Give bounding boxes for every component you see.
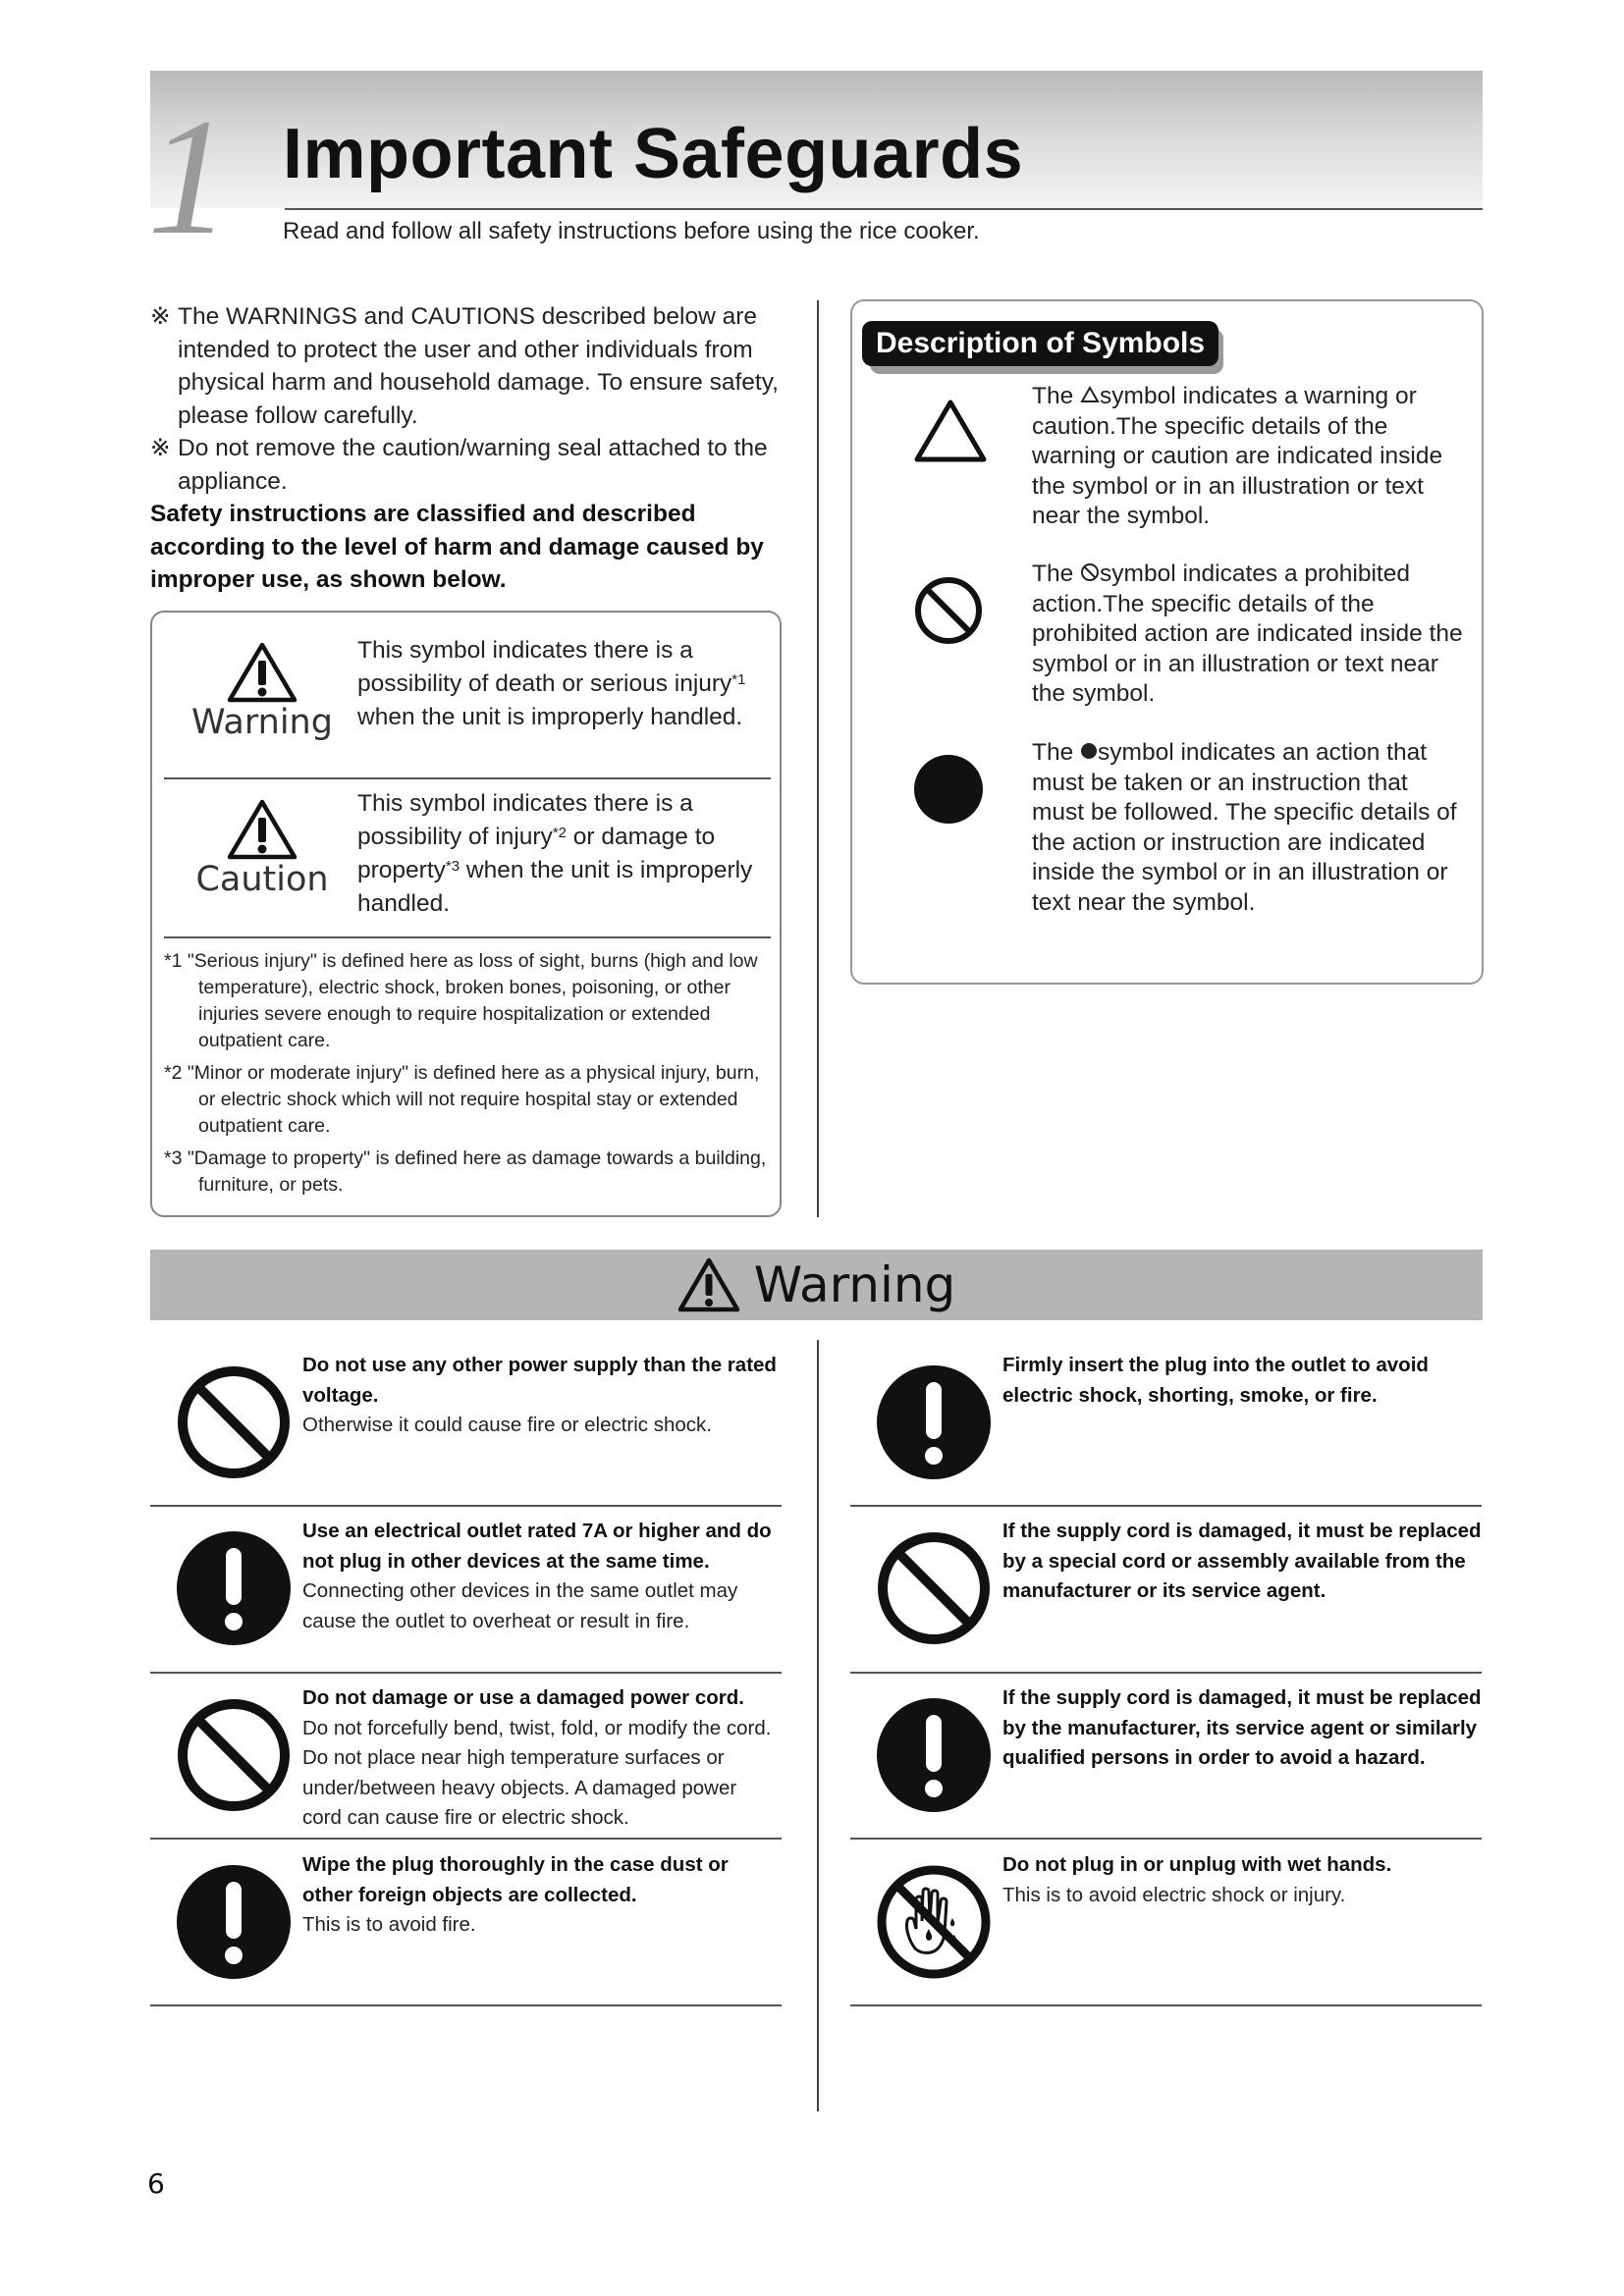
triangle-inline-icon [1080, 386, 1100, 403]
warning-item-detail: This is to avoid electric shock or injury. [1002, 1883, 1346, 1906]
triangle-icon [913, 398, 988, 464]
warning-item-detail: Otherwise it could cause fire or electric shock. [302, 1414, 712, 1436]
warning-level-row [164, 632, 771, 779]
symbol-text: The [1032, 561, 1081, 587]
footnote-2: *2 "Minor or moderate injury" is defined here as a physical injury, burn, or electric shock which will not require hospital stay or extended outpatient care. [164, 1062, 760, 1137]
warning-item-text [1002, 1351, 1484, 1411]
item-rule [850, 1505, 1482, 1507]
item-rule [150, 2004, 782, 2006]
filled-circle-inline-icon [1080, 742, 1098, 760]
item-rule [850, 1672, 1482, 1674]
warning-item-headline: Do not use any other power supply than the rated voltage. [302, 1354, 777, 1407]
level-separator [164, 777, 771, 779]
caution-level-symbol [164, 799, 360, 899]
footnote-3: *3 "Damage to property" is defined here as damage towards a building, furniture, or pets. [164, 1148, 767, 1196]
mandatory-exclamation-icon [176, 1530, 292, 1646]
no-wet-hands-icon [876, 1864, 992, 1980]
page-title: Important Safeguards [283, 115, 1024, 193]
warning-item-detail: Do not forcefully bend, twist, fold, or modify the cord. Do not place near high temperature surfaces or under/between heavy objects. A damaged power cord can cause fire or electric shock. [302, 1716, 772, 1829]
caution-level-row [164, 787, 771, 934]
header-rule [285, 208, 1483, 210]
warning-item-text [302, 1850, 779, 1941]
warning-item-headline: Do not plug in or unplug with wet hands. [1002, 1853, 1392, 1876]
warning-triangle-icon [677, 1257, 740, 1312]
warning-item-headline: If the supply cord is damaged, it must be replaced by the manufacturer, its service agent or similarly qualified persons in order to avoid a hazard. [1002, 1686, 1482, 1769]
prohibited-description [1032, 560, 1464, 710]
caution-level-description [357, 787, 770, 921]
triangle-description [1032, 382, 1464, 532]
warning-banner [150, 1250, 1483, 1320]
warning-triangle-icon [227, 642, 298, 703]
warning-item-text [302, 1683, 779, 1834]
item-rule [150, 1672, 782, 1674]
warning-item-headline: Do not damage or use a damaged power cord. [302, 1686, 744, 1709]
action-description [1032, 738, 1464, 918]
warning-item [150, 1850, 782, 2013]
hazard-level-box [150, 611, 782, 1217]
symbol-text: The [1032, 739, 1081, 766]
note-mark: ※ [150, 435, 171, 461]
symbol-text: symbol indicates a warning or caution.The specific details of the warning or caution are indicated inside the symbol or in an illustration or text near the symbol. [1032, 383, 1443, 529]
caution-text: when the unit is improperly handled. [357, 857, 753, 917]
warning-item-headline: Firmly insert the plug into the outlet to avoid electric shock, shorting, smoke, or fire. [1002, 1354, 1429, 1407]
footnote-ref: *1 [731, 671, 746, 688]
page-subtitle: Read and follow all safety instructions before using the rice cooker. [283, 218, 980, 244]
note-mark: ※ [150, 303, 171, 330]
warning-text: when the unit is improperly handled. [357, 704, 743, 730]
warning-item [150, 1517, 782, 1680]
intro-note-2-text: Do not remove the caution/warning seal attached to the appliance. [178, 435, 768, 495]
warning-item [150, 1351, 782, 1514]
prohibited-icon [913, 575, 984, 646]
intro-note-2 [150, 432, 779, 498]
footnote-ref: *2 [552, 825, 567, 841]
warning-item [150, 1683, 782, 1846]
classification-statement: Safety instructions are classified and described according to the level of harm and damage caused by improper use, as shown below. [150, 501, 764, 593]
warning-item-headline: Wipe the plug thoroughly in the case dust or other foreign objects are collected. [302, 1853, 729, 1906]
column-divider [817, 300, 819, 1217]
item-rule [150, 1505, 782, 1507]
symbol-text: symbol indicates a prohibited action.The specific details of the prohibited action are indicated inside the symbol or in an illustration or text near the symbol. [1032, 561, 1463, 707]
warning-item-detail: Connecting other devices in the same outlet may cause the outlet to overheat or result in fire. [302, 1579, 738, 1632]
caution-text: This symbol indicates there is a possibility of injury [357, 790, 693, 850]
chapter-number: 1 [147, 84, 231, 269]
symbol-text: symbol indicates an action that must be taken or an instruction that must be followed. The specific details of the action or instruction are indicated inside the symbol or in an illustration or text near the symbol. [1032, 739, 1457, 916]
warning-text: This symbol indicates there is a possibility of death or serious injury [357, 637, 732, 697]
warning-item [850, 1850, 1482, 2013]
footnote-1: *1 "Serious injury" is defined here as loss of sight, burns (high and low temperature), electric shock, broken bones, poisoning, or other injuries severe enough to require hospitalization or extended outpatient care. [164, 950, 758, 1051]
warning-item [850, 1517, 1482, 1680]
prohibited-inline-icon [1080, 562, 1100, 582]
warning-item-text [1002, 1683, 1484, 1774]
symbols-description-box [850, 299, 1484, 985]
warning-level-description [357, 634, 770, 734]
mandatory-action-icon [913, 754, 984, 825]
intro-section [150, 300, 779, 597]
warning-column-divider [817, 1340, 819, 2111]
warning-item-text [1002, 1850, 1484, 1910]
mandatory-exclamation-icon [876, 1364, 992, 1480]
mandatory-exclamation-icon [176, 1864, 292, 1980]
prohibited-icon [876, 1530, 992, 1646]
footnote-ref: *3 [445, 858, 460, 875]
intro-note-1 [150, 300, 779, 432]
warning-item-text [1002, 1517, 1484, 1607]
symbols-heading: Description of Symbols [862, 321, 1218, 366]
warning-item-headline: Use an electrical outlet rated 7A or higher and do not plug in other devices at the same time. [302, 1520, 772, 1573]
caution-level-word: Caution [195, 860, 329, 899]
intro-note-1-text: The WARNINGS and CAUTIONS described below are intended to protect the user and other individuals from physical harm and household damage. To ensure safety, please follow carefully. [178, 303, 779, 429]
warning-banner-title: Warning [753, 1256, 956, 1313]
warning-item [850, 1351, 1482, 1514]
warning-banner-content [150, 1250, 1483, 1320]
warning-item-detail: This is to avoid fire. [302, 1913, 476, 1936]
warning-level-word: Warning [191, 703, 333, 742]
warning-item-text [302, 1517, 779, 1636]
prohibited-icon [176, 1364, 292, 1480]
prohibited-icon [176, 1697, 292, 1813]
page-number: 6 [147, 2167, 165, 2200]
mandatory-exclamation-icon [876, 1697, 992, 1813]
level-separator [164, 936, 771, 938]
item-rule [850, 1838, 1482, 1840]
item-rule [150, 1838, 782, 1840]
warning-level-symbol [164, 642, 360, 742]
symbol-text: The [1032, 383, 1081, 409]
warning-item-text [302, 1351, 779, 1441]
footnotes [164, 948, 773, 1199]
warning-item [850, 1683, 1482, 1846]
item-rule [850, 2004, 1482, 2006]
caution-text: or damage to property [357, 824, 716, 883]
caution-triangle-icon [227, 799, 298, 860]
warning-item-headline: If the supply cord is damaged, it must be replaced by a special cord or assembly available from the manufacturer or its service agent. [1002, 1520, 1482, 1602]
